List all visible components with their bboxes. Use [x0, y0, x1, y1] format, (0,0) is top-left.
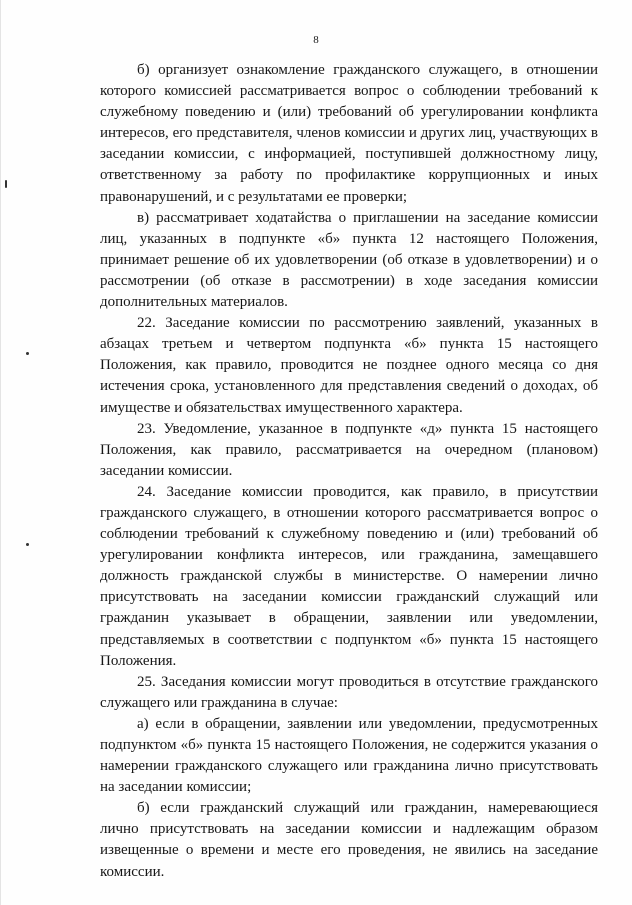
scan-margin-mark: [26, 543, 29, 546]
paragraph-subitem-v: в) рассматривает ходатайства о приглашении на заседание комиссии лиц, указанных в подпункте «б» пункта 12 настоящего Положения, принимает решение об их удовлетворении (об отказе в удовлетворении) и о рассмотрении (об отказе в рассмотрении) в ходе заседания комиссии дополнительных материалов.: [100, 209, 598, 311]
document-body: [100, 60, 598, 883]
paragraph-subitem-b: б) организует ознакомление гражданского служащего, в отношении которого комиссией рассматривается вопрос о соблюдении требований к служебному поведению и (или) требований об урегулировании конфликта интересов, его представителя, членов комиссии и других лиц, участвующих в заседании комиссии, с информацией, поступившей должностному лицу, ответственному за работу по профилактике коррупционных и иных правонарушений, и с результатами ее проверки;: [100, 62, 598, 205]
paragraph-25: 25. Заседания комиссии могут проводиться в отсутствие гражданского служащего или гражданина в случае:: [100, 673, 598, 711]
scan-edge: [0, 0, 1, 905]
paragraph-25-subitem-a: а) если в обращении, заявлении или уведомлении, предусмотренных подпунктом «б» пункта 15 настоящего Положения, не содержится указания о намерении гражданского служащего или гражданина лично присутствовать на заседании комиссии;: [100, 715, 598, 796]
paragraph-22: 22. Заседание комиссии по рассмотрению заявлений, указанных в абзацах третьем и четвертом подпункта «б» пункта 15 настоящего Положения, как правило, проводится не позднее одного месяца со дня истечения срока, установленного для представления сведений о доходах, об имуществе и обязательствах имущественного характера.: [100, 315, 598, 416]
paragraph-23: 23. Уведомление, указанное в подпункте «д» пункта 15 настоящего Положения, как правило, рассматривается на очередном (плановом) заседании комиссии.: [100, 420, 598, 479]
page-number: 8: [313, 34, 319, 46]
paragraph-24: 24. Заседание комиссии проводится, как правило, в присутствии гражданского служащего, в отношении которого рассматривается вопрос о соблюдении требований к служебному поведению и (или) требований об урегулировании конфликта интересов, или гражданина, замещавшего должность гражданской службы в министерстве. О намерении лично присутствовать на заседании комиссии гражданский служащий или гражданин указывает в обращении, заявлении или уведомлении, представляемых в соответствии с подпунктом «б» пункта 15 настоящего Положения.: [100, 483, 598, 669]
paragraph-25-subitem-b: б) если гражданский служащий или гражданин, намеревающиеся лично присутствовать на заседании комиссии и надлежащим образом извещенные о времени и месте его проведения, не явились на заседание комиссии.: [100, 800, 598, 880]
scan-margin-mark: [5, 180, 7, 188]
scan-margin-mark: [26, 352, 29, 355]
